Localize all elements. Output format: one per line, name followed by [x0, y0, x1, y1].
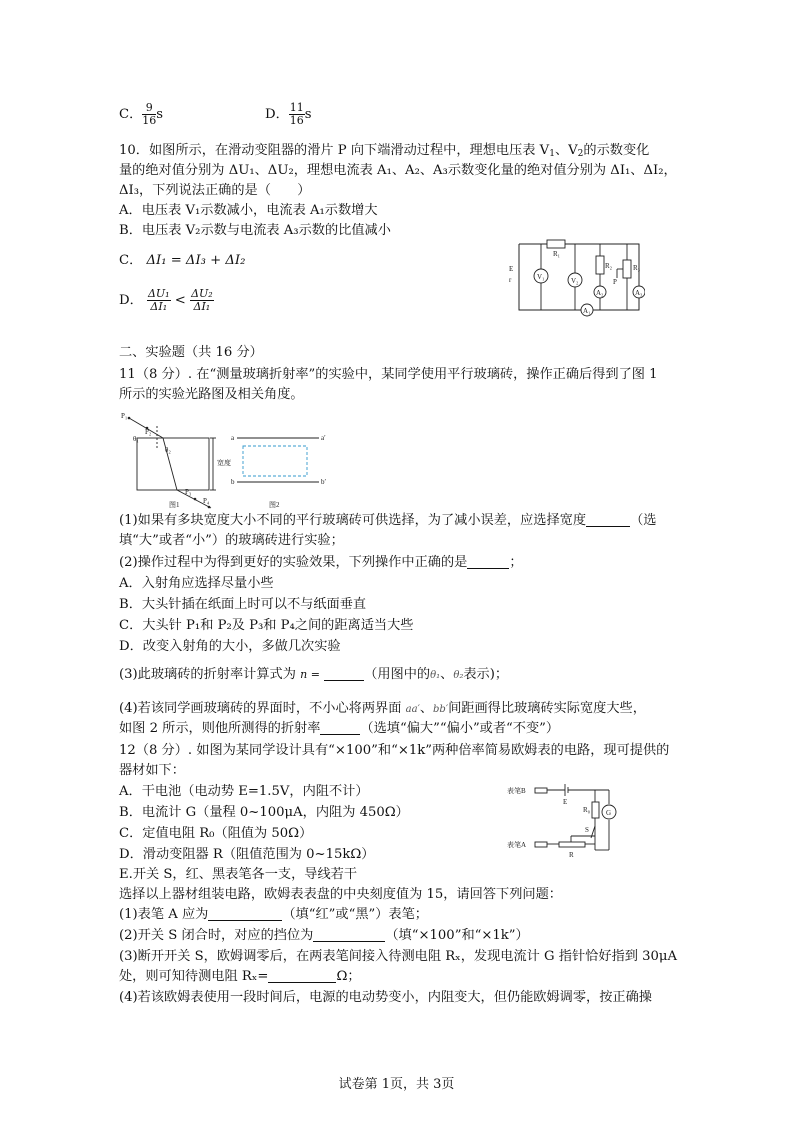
svg-text:R₀: R₀	[583, 806, 591, 814]
q11-option-c: C．大头针 P₁和 P₂及 P₃和 P₄之间的距离适当大些	[119, 618, 414, 633]
svg-text:图1: 图1	[169, 501, 180, 509]
q11-option-d: D．改变入射角的大小，多做几次实验	[119, 639, 341, 654]
svg-text:P₂: P₂	[145, 428, 152, 436]
q10-option-d: D． $\frac{\text{ΔU₁}}{\text{ΔI₁}}$ < $\frac{\text{ΔU₂}}{\text{ΔI₁}}$	[119, 287, 213, 313]
q11-sub4-line2: 如图 2 所示，则他所测得的折射率 （选填“偏大”“偏小”或者“不变”）	[119, 721, 560, 736]
q12-option-a: A．干电池（电动势 E=1.5V，内阻不计）	[119, 784, 369, 799]
svg-text:S: S	[585, 826, 589, 834]
q12-option-e: E.开关 S，红、黑表笔各一支，导线若干	[119, 867, 358, 882]
svg-text:b′: b′	[321, 478, 327, 486]
q12-line2: 器材如下：	[119, 763, 185, 778]
svg-text:V₂: V₂	[571, 277, 579, 285]
svg-text:R₁: R₁	[553, 250, 561, 258]
svg-text:G: G	[606, 809, 612, 817]
svg-text:R₃: R₃	[633, 264, 641, 272]
q12-line1: 12（8 分）. 如图为某同学设计具有“×100”和“×1k”两种倍率简易欧姆表的电路，现可提供的	[119, 743, 670, 758]
svg-text:P: P	[613, 278, 617, 286]
svg-text:b: b	[231, 478, 235, 486]
q10-option-a: A．电压表 V₁示数减小，电流表 A₁示数增大	[119, 203, 378, 218]
q11-sub4-line1: (4)若该同学画玻璃砖的界面时，不小心将两界面 aa′、bb′间距画得比玻璃砖实际宽度大些，	[119, 701, 646, 716]
answer-blank	[320, 720, 360, 735]
svg-text:A₃: A₃	[635, 289, 643, 297]
q11-figures	[119, 410, 329, 512]
q10-option-c: C． ΔI₁ = ΔI₃ + ΔI₂	[119, 253, 246, 268]
q11-option-a: A．入射角应选择尽量小些	[119, 576, 274, 591]
q12-option-d: D．滑动变阻器 R（阻值范围为 0~15kΩ）	[119, 847, 375, 862]
q12-sub3-line1: (3)断开开关 S，欧姆调零后，在两表笔间接入待测电阻 Rₓ，发现电流计 G 指针恰好指到 30μA	[119, 949, 677, 964]
q12-circuit-diagram	[505, 780, 635, 862]
svg-text:宽度: 宽度	[217, 459, 231, 467]
svg-text:r: r	[509, 276, 512, 284]
svg-text:E: E	[563, 798, 568, 806]
q9-option-d: D． $\frac{11}{16}$ s	[265, 101, 312, 127]
svg-text:P₄: P₄	[203, 497, 210, 505]
q11-sub1-line1: (1)如果有多块宽度大小不同的平行玻璃砖可供选择，为了减小误差，应选择宽度 （选	[119, 513, 657, 528]
answer-blank	[208, 906, 282, 921]
q12-line3: 选择以上器材组装电路，欧姆表表盘的中央刻度值为 15，请回答下列问题：	[119, 887, 562, 902]
answer-blank	[268, 968, 336, 983]
q10-option-b: B．电压表 V₂示数与电流表 A₃示数的比值减小	[119, 223, 391, 238]
svg-text:θ₂: θ₂	[165, 446, 171, 454]
svg-text:V₁: V₁	[537, 273, 545, 281]
svg-text:a′: a′	[321, 434, 326, 442]
q12-option-c: C．定值电阻 R₀（阻值为 50Ω）	[119, 826, 313, 841]
q10-line1: 10．如图所示，在滑动变阻器的滑片 P 向下端滑动过程中，理想电压表 $V_1$、$V_2$的示数变化	[119, 143, 650, 159]
q9-option-c: C． $\frac{9}{16}$ s	[119, 101, 164, 127]
answer-blank	[467, 554, 509, 569]
q10-circuit-diagram	[505, 236, 645, 318]
answer-blank	[586, 512, 630, 527]
svg-text:R: R	[569, 851, 574, 859]
svg-text:A₂: A₂	[596, 289, 604, 297]
q10-line2: 量的绝对值分别为 ΔU₁、ΔU₂，理想电流表 A₁、A₂、A₃示数变化量的绝对值分别为 ΔI₁、ΔI₂，	[119, 163, 677, 178]
q12-sub2: (2)开关 S 闭合时，对应的挡位为 （填“×100”和“×1k”）	[119, 928, 529, 943]
svg-text:图2: 图2	[269, 501, 280, 509]
q11-option-b: B．大头针插在纸面上时可以不与纸面垂直	[119, 597, 367, 612]
page-footer: 试卷第 1页，共 3页	[338, 1077, 455, 1092]
q11-line1: 11（8 分）. 在“测量玻璃折射率”的实验中，某同学使用平行玻璃砖，操作正确后得到了图 1	[119, 367, 658, 382]
q10-line3: ΔI₃，下列说法正确的是（ ）	[119, 183, 311, 198]
svg-text:P₁: P₁	[121, 412, 128, 420]
svg-text:表笔B: 表笔B	[507, 787, 526, 795]
q12-option-b: B．电流计 G（量程 0~100μA，内阻为 450Ω）	[119, 805, 409, 820]
q11-line2: 所示的实验光路图及相关角度。	[119, 387, 304, 402]
svg-text:a: a	[231, 434, 235, 442]
svg-text:A₁: A₁	[583, 307, 591, 315]
section-heading: 二、实验题（共 16 分）	[119, 345, 263, 360]
answer-blank	[324, 666, 364, 681]
q11-sub2: (2)操作过程中为得到更好的实验效果，下列操作中正确的是 ；	[119, 555, 523, 570]
q11-sub1-line2: 填“大”或者“小”）的玻璃砖进行实验；	[119, 533, 344, 548]
svg-text:θ₁: θ₁	[133, 435, 139, 443]
q12-sub4: (4)若该欧姆表使用一段时间后，电源的电动势变小，内阻变大，但仍能欧姆调零，按正确操	[119, 990, 652, 1005]
q12-sub3-line2: 处，则可知待测电阻 Rₓ= Ω；	[119, 969, 361, 984]
q11-sub3: (3)此玻璃砖的折射率计算式为 n = （用图中的θ₁、θ₂表示)；	[119, 667, 509, 682]
answer-blank	[313, 927, 385, 942]
svg-text:R₂: R₂	[605, 262, 613, 270]
svg-text:P₃: P₃	[185, 488, 192, 496]
svg-text:表笔A: 表笔A	[507, 841, 527, 849]
svg-text:E: E	[509, 265, 514, 273]
q12-sub1: (1)表笔 A 应为 （填“红”或“黑”）表笔；	[119, 907, 428, 922]
